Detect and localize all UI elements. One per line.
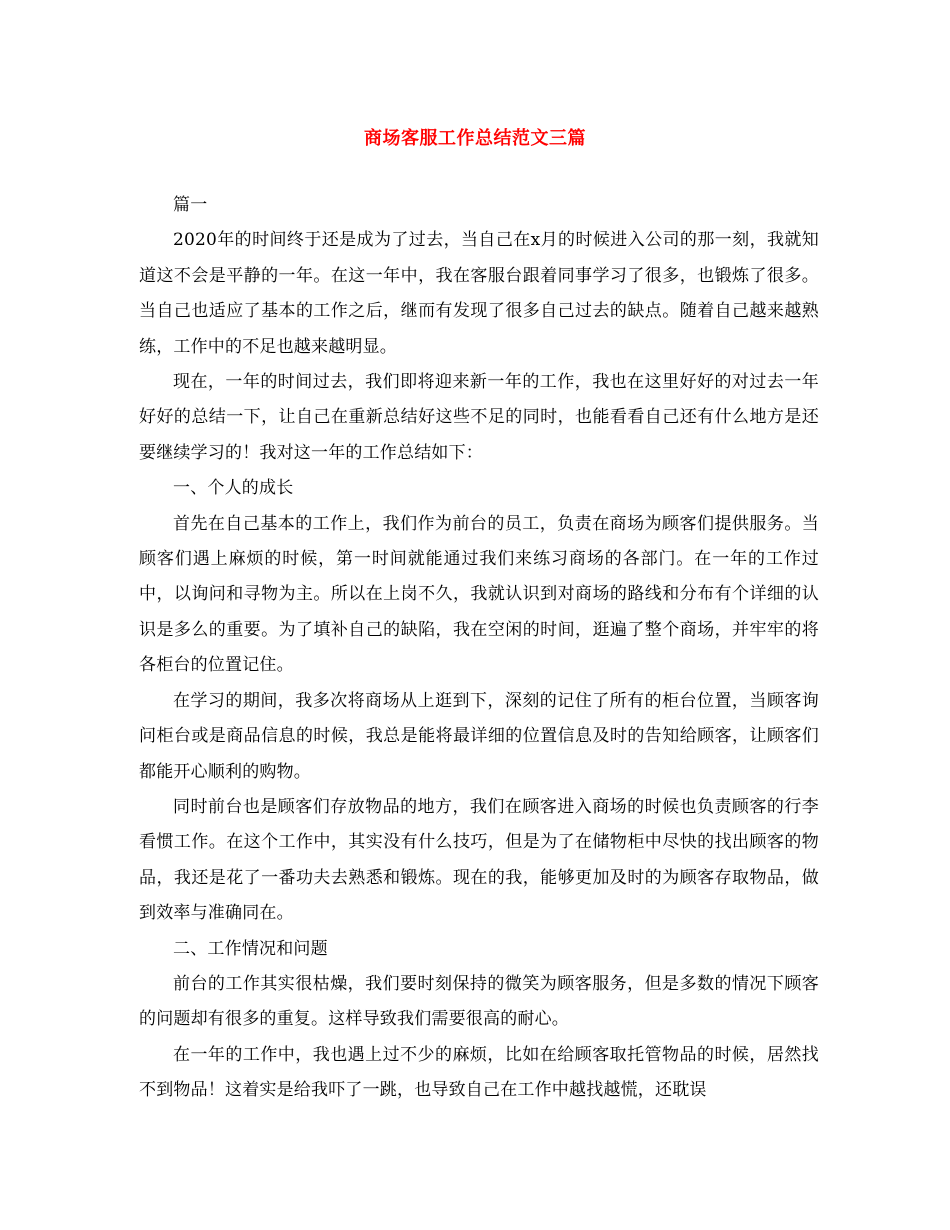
paragraph: 在学习的期间，我多次将商场从上逛到下，深刻的记住了所有的柜台位置，当顾客询问柜台或是商品信息的时候，我总是能将最详细的位置信息及时的告知给顾客，让顾客们都能开心顺利的购物。 xyxy=(139,690,819,782)
section-heading-work-situation: 二、工作情况和问题 xyxy=(173,938,328,959)
paragraph: 同时前台也是顾客们存放物品的地方，我们在顾客进入商场的时候也负责顾客的行李看惯工作。在这个工作中，其实没有什么技巧，但是为了在储物柜中尽快的找出顾客的物品，我还是花了一番功夫去熟悉和锻炼。现在的我，能够更加及时的为顾客存取物品，做到效率与准确同在。 xyxy=(139,796,819,924)
paragraph: 前台的工作其实很枯燥，我们要时刻保持的微笑为顾客服务，但是多数的情况下顾客的问题却有很多的重复。这样导致我们需要很高的耐心。 xyxy=(139,973,819,1030)
document-title: 商场客服工作总结范文三篇 xyxy=(364,128,586,149)
section-heading-personal-growth: 一、个人的成长 xyxy=(173,478,294,499)
paragraph-heading-part-one: 篇一 xyxy=(173,195,208,215)
paragraph: 在一年的工作中，我也遇上过不少的麻烦，比如在给顾客取托管物品的时候，居然找不到物品！这着实是给我吓了一跳，也导致自己在工作中越找越慌，还耽误 xyxy=(139,1044,819,1101)
document-body xyxy=(139,188,819,1109)
paragraph: 现在，一年的时间过去，我们即将迎来新一年的工作，我也在这里好好的对过去一年好好的总结一下，让自己在重新总结好这些不足的同时，也能看看自己还有什么地方是还要继续学习的！我对这一年的工作总结如下： xyxy=(139,372,819,463)
paragraph: 首先在自己基本的工作上，我们作为前台的员工，负责在商场为顾客们提供服务。当顾客们遇上麻烦的时候，第一时间就能通过我们来练习商场的各部门。在一年的工作过中，以询问和寻物为主。所以在上岗不久，我就认识到对商场的路线和分布有个详细的认识是多么的重要。为了填补自己的缺陷，我在空闲的时间，逛遍了整个商场，并牢牢的将各柜台的位置记住。 xyxy=(139,513,819,676)
paragraph: 2020年的时间终于还是成为了过去，当自己在x月的时候进入公司的那一刻，我就知道这不会是平静的一年。在这一年中，我在客服台跟着同事学习了很多，也锻炼了很多。当自己也适应了基本的工作之后，继而有发现了很多自己过去的缺点。随着自己越来越熟练，工作中的不足也越来越明显。 xyxy=(139,230,819,357)
